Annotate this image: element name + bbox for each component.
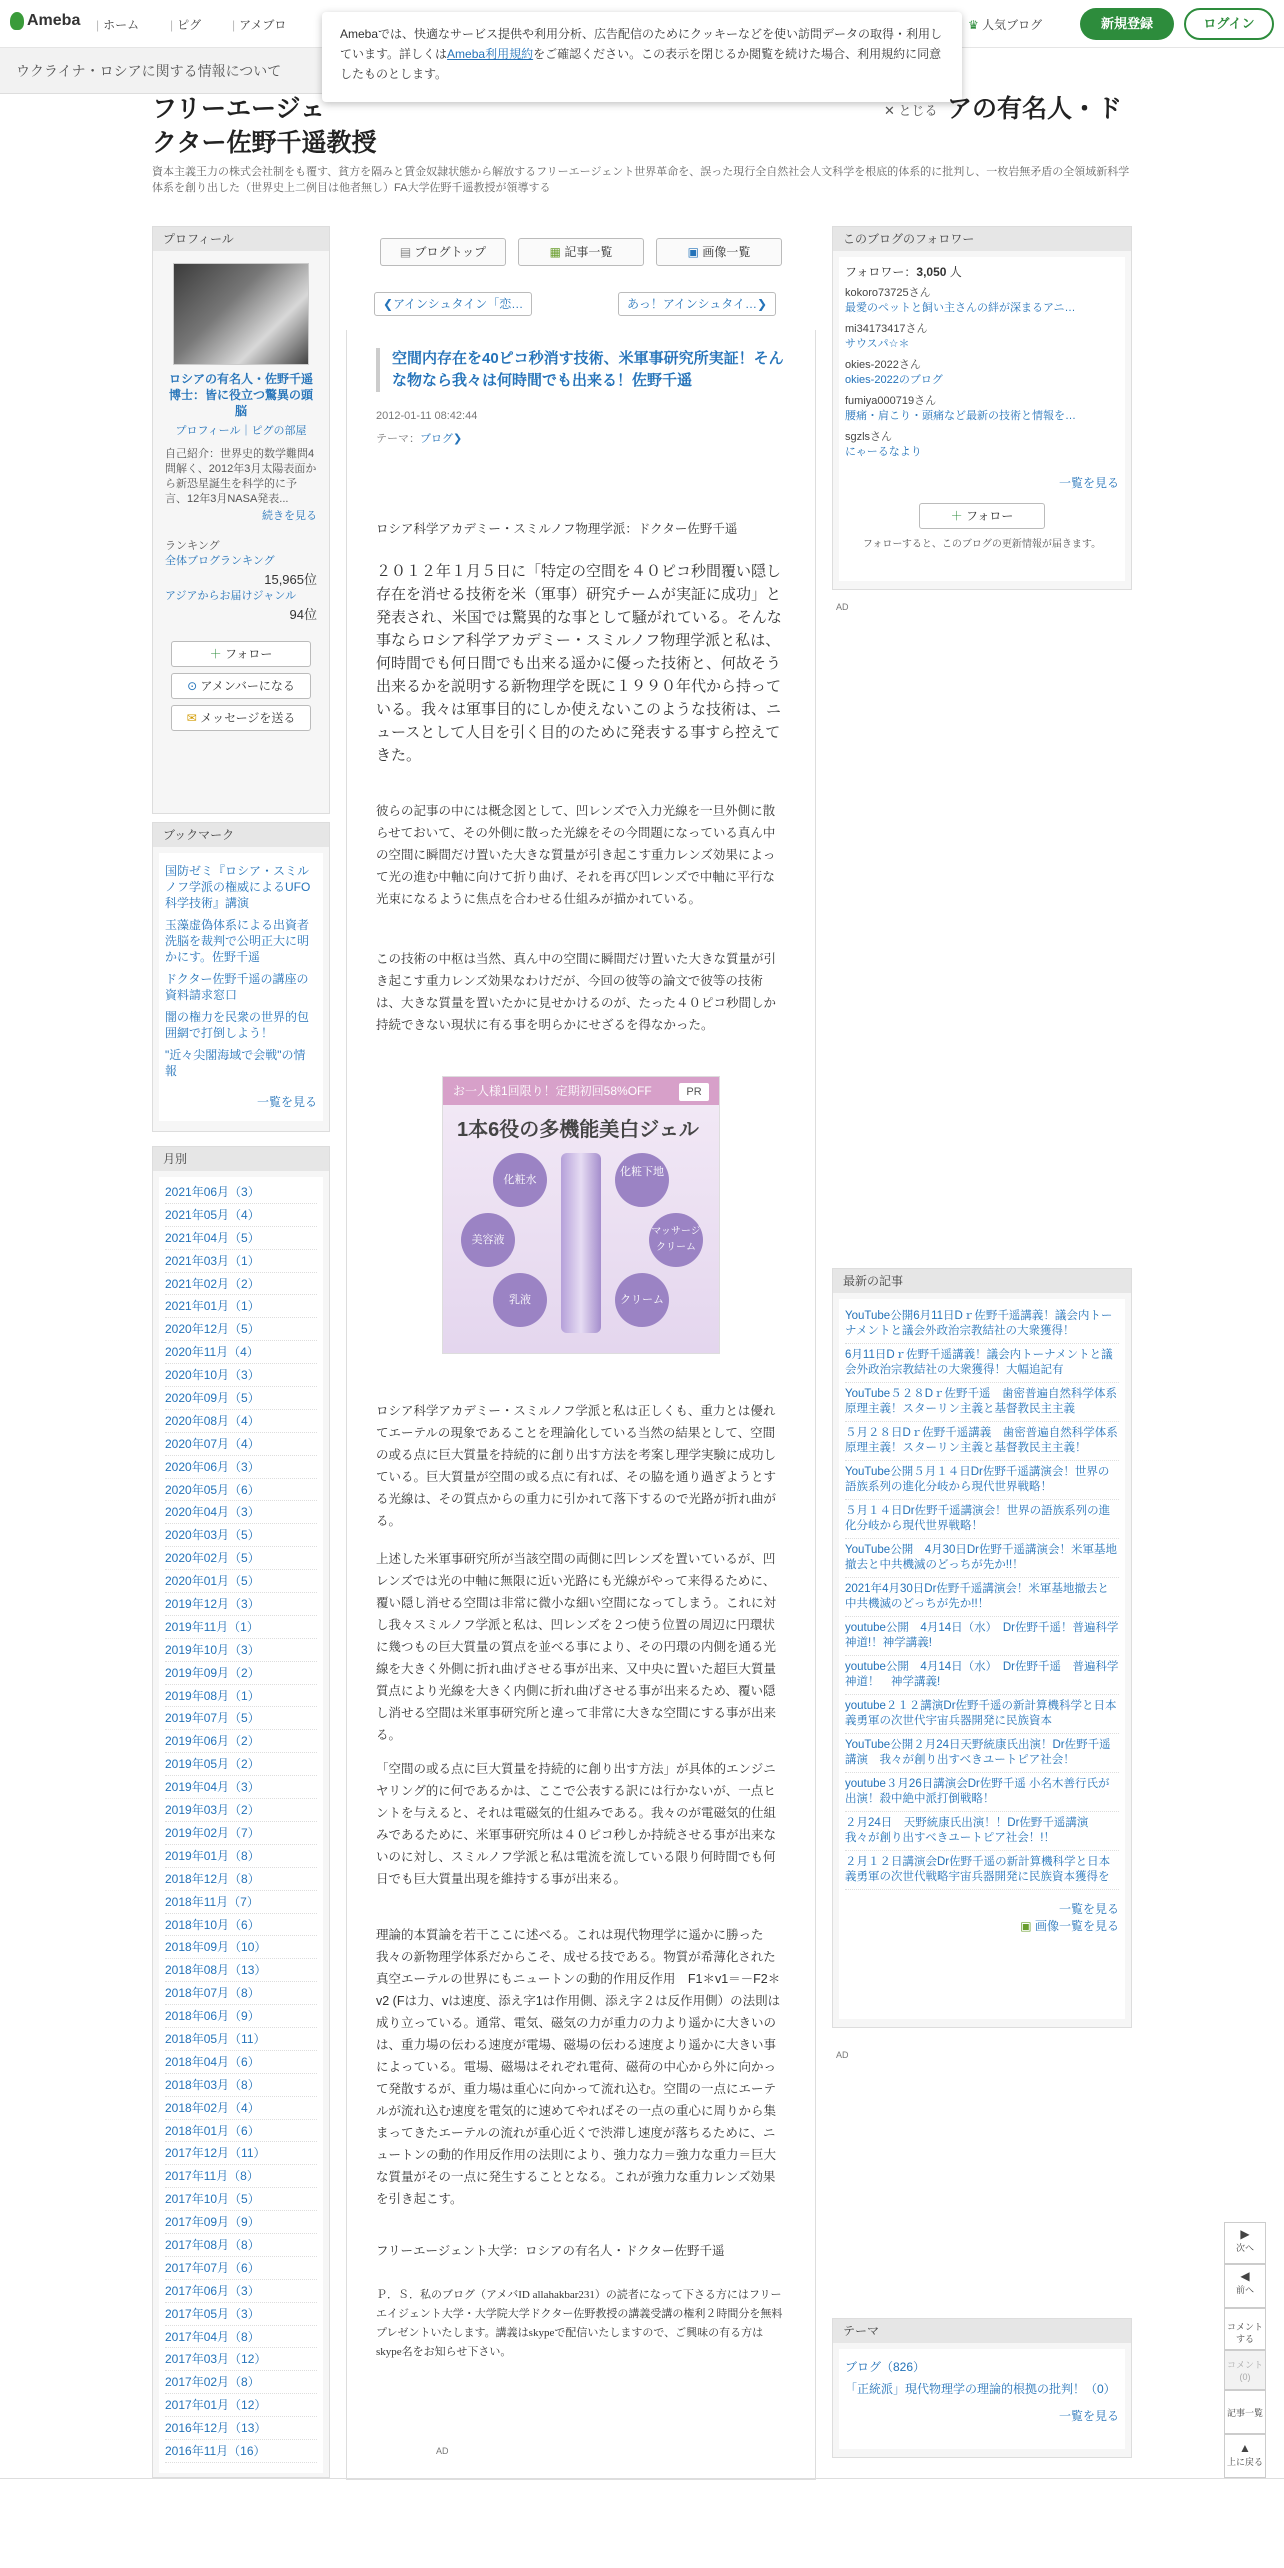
ad-banner: お一人様1回限り！定期初回58%OFF — [443, 1077, 719, 1105]
bookmark-heading: ブックマーク — [153, 823, 329, 847]
float-next-button[interactable]: ▶ 次へ — [1224, 2222, 1266, 2264]
monthly-item[interactable]: 2020年09月（5） — [165, 1387, 317, 1410]
profile-intro: 自己紹介：世界史的数学難問4問解く、2012年3月太陽表面から新恐星誕生を科学的に予言、12年3月NASA発表... — [165, 448, 317, 505]
prev-entry-link[interactable]: ❮アインシュタイン「恋… — [374, 292, 532, 316]
monthly-item[interactable]: 2019年04月（3） — [165, 1776, 317, 1799]
recent-entry-link[interactable]: ２月24日 天野統康氏出演！！Dr佐野千遥講演 我々が創り出すべきユートピア社会！!！ — [845, 1812, 1119, 1851]
monthly-item[interactable]: 2019年03月（2） — [165, 1799, 317, 1822]
image-icon: ▣ — [687, 245, 699, 259]
ameba-logo[interactable]: Ameba — [10, 12, 80, 30]
follower-user: okies-2022さん — [845, 359, 921, 371]
chevron-right-icon: ❯ — [757, 297, 768, 311]
ranking-genre-link[interactable]: アジアからお届けジャンル — [165, 590, 297, 602]
recent-entry-link[interactable]: ５月１４日Dr佐野千遥講演会！世界の語族系列の進化分岐から現代世界戦略！ — [845, 1500, 1119, 1539]
recent-heading: 最新の記事 — [833, 1269, 1131, 1293]
crown-icon: ♛ — [968, 18, 979, 32]
monthly-item[interactable]: 2020年07月（4） — [165, 1433, 317, 1456]
monthly-item[interactable]: 2017年10月（5） — [165, 2188, 317, 2211]
float-list-button[interactable]: 記事一覧 — [1224, 2390, 1266, 2434]
follower-count: フォロワー：3,050 人 — [845, 265, 962, 279]
monthly-item[interactable]: 2019年10月（3） — [165, 1639, 317, 1662]
recent-more-link[interactable]: 一覧を見る — [1058, 1902, 1119, 1916]
float-comment-button[interactable]: コメントする — [1224, 2308, 1266, 2350]
monthly-item[interactable]: 2017年06月（3） — [165, 2280, 317, 2303]
ad-label: AD — [836, 602, 849, 612]
ad-bubble: マッサージクリーム — [649, 1213, 703, 1267]
bookmark-item[interactable]: ドクター佐野千遥の講座の資料請求窓口 — [165, 972, 309, 1002]
monthly-item[interactable]: 2020年12月（5） — [165, 1318, 317, 1341]
float-comment-count: コメント(0) — [1224, 2350, 1266, 2390]
monthly-item[interactable]: 2019年05月（2） — [165, 1753, 317, 1776]
monthly-item[interactable]: 2021年02月（2） — [165, 1273, 317, 1296]
recent-entry-link[interactable]: youtube３月26日講演会Dr佐野千遥 小名木善行氏が出演！殺中絶中派打倒戦略！ — [845, 1773, 1119, 1812]
ad-label: AD — [436, 2446, 449, 2456]
monthly-item[interactable]: 2020年03月（5） — [165, 1524, 317, 1547]
monthly-item[interactable]: 2020年10月（3） — [165, 1364, 317, 1387]
mail-icon: ✉ — [186, 711, 197, 725]
follower-item[interactable] — [845, 430, 1119, 460]
entry-theme: テーマ：ブログ❯ — [376, 433, 463, 445]
monthly-item[interactable]: 2020年08月（4） — [165, 1410, 317, 1433]
follower-user: kokoro73725さん — [845, 287, 931, 299]
follower-item[interactable] — [845, 286, 1119, 316]
monthly-item[interactable]: 2017年07月（6） — [165, 2257, 317, 2280]
follower-blog-link[interactable]: 最愛のペットと飼い主さんの絆が深まるアニ… — [845, 302, 1076, 314]
blog-description: 資本主義王力の株式会社制をも覆す、貧方を隔みと賃金奴隷状態から解放するフリーエージェント世界革命を、誤った現行全自然社会人文科学を根底的体系的に批判し、一枚岩無矛盾の全領域新科学体系を創り出した（世界史上二例目は他者無し）FA大学佐野千遥教授が領導する — [152, 166, 1130, 194]
monthly-item[interactable]: 2016年12月（13） — [165, 2417, 317, 2440]
followers-heading: このブログのフォロワー — [833, 227, 1131, 251]
profile-follow-button[interactable]: ＋ フォロー — [171, 641, 311, 667]
follower-user: fumiya000719さん — [845, 395, 937, 407]
followers-more-link[interactable]: 一覧を見る — [1058, 476, 1119, 490]
triangle-up-icon: ▲ — [1239, 2441, 1251, 2455]
monthly-item[interactable]: 2019年12月（3） — [165, 1593, 317, 1616]
ukraine-notice-link[interactable]: ウクライナ・ロシアに関する情報について — [0, 48, 330, 94]
monthly-item[interactable]: 2018年04月（6） — [165, 2051, 317, 2074]
blog-title[interactable]: フリーエージェ アの有名人・ド クター佐野千遥教授 — [152, 95, 1122, 157]
monthly-item[interactable]: 2018年03月（8） — [165, 2074, 317, 2097]
blog-top-button[interactable]: ▤ ブログトップ — [380, 238, 506, 266]
profile-image[interactable] — [173, 263, 309, 365]
profile-more-link[interactable]: 続きを見る — [262, 510, 317, 522]
ad-bubble: 乳液 — [493, 1273, 547, 1327]
ranking-all-value: 15,965位 — [264, 572, 317, 587]
recent-entry-link[interactable]: 2021年4月30日Dr佐野千遥講演会！米軍基地撤去と中共機滅のどっちが先か!!！ — [845, 1578, 1119, 1617]
monthly-item[interactable]: 2018年02月（4） — [165, 2097, 317, 2120]
plus-icon: ＋ — [950, 509, 963, 523]
monthly-item[interactable]: 2017年05月（3） — [165, 2303, 317, 2326]
follow-button[interactable]: ＋ フォロー — [919, 503, 1045, 529]
monthly-item[interactable]: 2019年07月（5） — [165, 1707, 317, 1730]
popular-blog-link[interactable]: ♛ 人気ブログ — [968, 18, 1043, 32]
recent-entry-link[interactable]: youtube公開 4月14日（水） Dr佐野千遥 普遍科学神道！ 神学講義! — [845, 1656, 1119, 1695]
follower-blog-link[interactable]: okies-2022のブログ — [845, 374, 943, 386]
monthly-item[interactable]: 2017年09月（9） — [165, 2211, 317, 2234]
follower-blog-link[interactable]: 腰痛・肩こり・頭痛など最新の技術と情報を… — [845, 410, 1076, 422]
ranking-genre-value: 94位 — [289, 607, 317, 622]
monthly-item[interactable]: 2021年06月（3） — [165, 1181, 317, 1204]
monthly-item[interactable]: 2020年01月（5） — [165, 1570, 317, 1593]
chevron-left-icon: ❮ — [383, 297, 394, 311]
plus-icon: ＋ — [209, 647, 222, 661]
close-icon: ✕ — [884, 103, 895, 118]
monthly-item[interactable]: 2018年12月（8） — [165, 1868, 317, 1891]
ad-bubble: 化粧水 — [493, 1153, 547, 1207]
monthly-list — [159, 1177, 323, 2473]
monthly-item[interactable]: 2019年01月（8） — [165, 1845, 317, 1868]
ad-bubble: クリーム — [615, 1273, 669, 1327]
bookmark-item[interactable]: 国防ゼミ『ロシア・スミルノフ学派の権威によるUFO科学技術』講演 — [165, 864, 311, 910]
follower-blog-link[interactable]: にゃーるなより — [845, 446, 922, 458]
nav-ameblo[interactable]: | アメブロ — [232, 18, 287, 32]
monthly-item[interactable]: 2018年07月（8） — [165, 1982, 317, 2005]
monthly-item[interactable]: 2021年05月（4） — [165, 1204, 317, 1227]
entry-paragraph: 「空間の或る点に巨大質量を持続的に創り出す方法」が具体的エンジニヤリング的に何であるかは、ここで公表する訳には行かないが、一点ヒントを与えると、それは電磁気的仕組みである。我々のが電磁気的仕組みであるために、米軍事研究所は４０ピコ秒しか持続させる事が出来ないのに対し、スミルノフ学派と私は電流を流している限り何時間でも何日でも巨大質量出現を維持する事が出来る。 — [376, 1762, 777, 1886]
monthly-item[interactable]: 2018年11月（7） — [165, 1891, 317, 1914]
entry-date: 2012-01-11 08:42:44 — [376, 410, 478, 422]
entry-paragraph: 理論的本質論を若干ここに述べる。これは現代物理学に遥かに勝った我々の新物理学体系だからこそ、成せる技である。物質が希薄化された真空エーテルの世界にもニュートンの動的作用反作用 F1＊v1＝－F2＊v2 (Fは力、vは速度、添え字1は作用側、添え字２は反作用側）の法則は成り立っている。通常、電気、磁気の力が重力の力より遥かに大きいのは、重力場の伝わる速度が電場、磁場の伝わる速度より遥かに大きい事によっている。電場、磁場はそれぞれ電荷、磁荷の中心から外に向かって発散するが、重力場は重心に向かって流れ込む。空間の一点にエーテルが流れ込む速度を電気的に速めてやればその一点の重心に周りから集まってきたエーテルの流れが重心近くで渋滞し速度が落ちるために、ニュートンの動的作用反作用の法則により、強力な力＝強力な重力＝巨大な質量がその一点に発生することとなる。これが強力な重力レンズ効果を引き起こす。 — [376, 1928, 781, 2206]
message-button[interactable]: ✉ メッセージを送る — [171, 705, 311, 731]
theme-more-link[interactable]: 一覧を見る — [1058, 2409, 1119, 2423]
recent-entry-link[interactable]: 6月11日Dｒ佐野千遥講義！議会内トーナメントと議会外政治宗教結社の大衆獲得！大幅追記有 — [845, 1344, 1119, 1383]
profile-heading: プロフィール — [153, 227, 329, 251]
monthly-item[interactable]: 2020年11月（4） — [165, 1341, 317, 1364]
monthly-item[interactable]: 2017年08月（8） — [165, 2234, 317, 2257]
ranking-label: ランキング — [165, 540, 220, 552]
image-icon: ▣ — [1020, 1919, 1032, 1933]
monthly-item[interactable]: 2021年03月（1） — [165, 1250, 317, 1273]
list-icon: ▦ — [549, 245, 561, 259]
image-list-button[interactable]: ▣ 画像一覧 — [656, 238, 782, 266]
monthly-item[interactable]: 2019年02月（7） — [165, 1822, 317, 1845]
terms-link[interactable]: Ameba利用規約 — [447, 47, 534, 61]
follower-user: sgzlsさん — [845, 431, 893, 443]
profile-box — [152, 226, 330, 814]
monthly-item[interactable]: 2017年02月（8） — [165, 2371, 317, 2394]
ad-pr-badge: PR — [679, 1083, 709, 1101]
float-top-button[interactable]: ▲ 上に戻る — [1224, 2434, 1266, 2478]
monthly-item[interactable]: 2020年05月（6） — [165, 1479, 317, 1502]
theme-box — [832, 2318, 1132, 2458]
ad-label: AD — [836, 2050, 849, 2060]
monthly-item[interactable]: 2020年04月（3） — [165, 1501, 317, 1524]
follower-item[interactable] — [845, 322, 1119, 352]
monthly-item[interactable]: 2017年12月（11） — [165, 2142, 317, 2165]
entry-theme-link[interactable]: ブログ — [420, 433, 453, 445]
login-button[interactable]: ログイン — [1184, 8, 1274, 40]
recent-entry-link[interactable]: youtube公開 4月14日（水） Dr佐野千遥！普遍科学神道!！神学講義! — [845, 1617, 1119, 1656]
cookie-close-button[interactable]: ✕ とじる — [884, 103, 938, 118]
theme-item[interactable]: 「正統派」現代物理学の理論的根拠の批判！（0） — [845, 2382, 1116, 2396]
follower-item[interactable] — [845, 358, 1119, 388]
follower-item[interactable] — [845, 394, 1119, 424]
entry-paragraph: ロシア科学アカデミー・スミルノフ学派と私は正しくも、重力とは優れてエーテルの現象であることを理論化している当然の結果として、空間の或る点に巨大質量を持続的に創り出す方法を考案し理学実験に成功している。巨大質量が空間の或る点に有れば、その脇を通り過ぎようとする光線は、その質点からの重力に引かれて落下するので光路が折れ曲がる。 — [376, 1404, 777, 1528]
next-entry-link[interactable]: あっ！アインシュタイ…❯ — [618, 292, 776, 316]
nav-home[interactable]: | ホーム — [96, 18, 140, 32]
theme-heading: テーマ — [833, 2319, 1131, 2343]
monthly-item[interactable]: 2017年11月（8） — [165, 2165, 317, 2188]
entry-ps: Ｐ．Ｓ．私のブログ（アメバID allahakbar231）の読者になって下さる方にはフリーエイジェント大学・大学院大学ドクター佐野教授の講義受講の権利２時間分を無料プレゼントいたします。講義はskypeで配信いたしますので、ご興味の有る方はskype名をお知らせ下さい。 — [376, 2289, 783, 2358]
follower-list — [845, 286, 1119, 460]
follower-user: mi34173417さん — [845, 323, 928, 335]
monthly-item[interactable]: 2018年09月（10） — [165, 1936, 317, 1959]
register-button[interactable]: 新規登録 — [1080, 8, 1174, 40]
footer-divider — [0, 2478, 1284, 2479]
entry-signature: フリーエージェント大学：ロシアの有名人・ドクター佐野千遥 — [376, 2244, 725, 2258]
ameba-logo-icon — [10, 12, 24, 30]
follow-note: フォローすると、このブログの更新情報が届きます。 — [862, 539, 1102, 550]
monthly-item[interactable]: 2017年03月（12） — [165, 2348, 317, 2371]
monthly-item[interactable]: 2019年09月（2） — [165, 1662, 317, 1685]
recent-entry-link[interactable]: ２月１２日講演会Dr佐野千遥の新計算機科学と日本義勇軍の次世代戦略宇宙兵器開発に民族資本獲得を — [845, 1851, 1119, 1890]
monthly-item[interactable]: 2018年08月（13） — [165, 1959, 317, 1982]
recent-entry-link[interactable]: ５月２８日Dｒ佐野千遥講義 歯密普遍自然科学体系原理主義！スターリン主義と基督教民主主義！ — [845, 1422, 1119, 1461]
product-bottle — [561, 1153, 601, 1333]
followers-box — [832, 226, 1132, 590]
monthly-item[interactable]: 2018年05月（11） — [165, 2028, 317, 2051]
ad-bubble: 美容液 — [461, 1213, 515, 1267]
entry-title[interactable]: 空間内存在を40ピコ秒消す技術、米軍事研究所実証！そんな物なら我々は何時間でも出来る！佐野千遥 — [376, 348, 784, 392]
recent-entry-link[interactable]: YouTube公開２月24日天野統康氏出演！Dr佐野千遥講演 我々が創り出すべきユートピア社会！ — [845, 1734, 1119, 1773]
bookmark-more-link[interactable]: 一覧を見る — [256, 1095, 317, 1109]
ranking-all-link[interactable]: 全体ブログランキング — [165, 555, 275, 567]
bookmark-item[interactable]: 玉藻虚偽体系による出資者洗脳を裁判で公明正大に明かにす。佐野千遥 — [165, 918, 310, 964]
entry-list-button[interactable]: ▦ 記事一覧 — [518, 238, 644, 266]
monthly-item[interactable]: 2017年01月（12） — [165, 2394, 317, 2417]
home-icon: ▤ — [399, 245, 412, 259]
monthly-item[interactable]: 2018年06月（9） — [165, 2005, 317, 2028]
monthly-box — [152, 1146, 330, 2478]
monthly-item[interactable]: 2021年01月（1） — [165, 1295, 317, 1318]
monthly-item[interactable]: 2016年11月（16） — [165, 2440, 317, 2463]
amember-icon: ⊙ — [187, 679, 198, 693]
monthly-item[interactable]: 2020年06月（3） — [165, 1456, 317, 1479]
entry-paragraph: この技術の中枢は当然、真ん中の空間に瞬間だけ置いた大きな質量が引き起こす重力レンズ効果なわけだが、今回の彼等の論文で彼等の技術は、大きな質量を置いたかに見せかけるのが、たった４０ピコ秒間しか持続できない現状に有る事を明らかにせざるを得なかった。 — [376, 952, 777, 1032]
entry-lead: ２０１２年１月５日に「特定の空間を４０ピコ秒間覆い隠し存在を消せる技術を米（軍事）研究チームが実証に成功」と発表され、米国では驚異的な事として騒がれている。そんな事ならロシア科学アカデミー・スミルノフ物理学派と私は、何時間でも何日間でも出来る遥かに優った技術と、何故そう出来るかを説明する新物理学を既に１９９０年代から持っている。我々は軍事目的にしか使えないこのような技術は、ニュースとして人目を引く目的のために発表する事すら控えてきた。 — [376, 563, 782, 764]
recent-images-link[interactable]: ▣ 画像一覧を見る — [1020, 1919, 1119, 1933]
recent-entry-link[interactable]: YouTube５２８Dｒ佐野千遥 歯密普遍自然科学体系原理主義！スターリン主義と基督教民主主義 — [845, 1383, 1119, 1422]
monthly-item[interactable]: 2019年08月（1） — [165, 1685, 317, 1708]
recent-entry-link[interactable]: YouTube公開５月１４日Dr佐野千遥講演会！世界の語族系列の進化分岐から現代世界戦略！ — [845, 1461, 1119, 1500]
bookmark-item[interactable]: "近々尖閣海域で会戦"の情報 — [165, 1048, 306, 1078]
bookmark-box — [152, 822, 330, 1132]
monthly-item[interactable]: 2019年11月（1） — [165, 1616, 317, 1639]
cookie-banner: Amebaでは、快適なサービス提供や利用分析、広告配信のためにクッキーなどを使い訪問データの取得・利用しています。詳しくはAmeba利用規約をご確認ください。この表示を閉じるか閲覧を続けた場合、利用規約に同意したものとします。 — [322, 12, 962, 102]
monthly-item[interactable]: 2020年02月（5） — [165, 1547, 317, 1570]
monthly-item[interactable]: 2021年04月（5） — [165, 1227, 317, 1250]
entry-author-line: ロシア科学アカデミー・スミルノフ物理学派：ドクター佐野千遥 — [376, 522, 738, 536]
ad-image[interactable] — [442, 1076, 720, 1354]
recent-list — [845, 1305, 1119, 1890]
ad-bubble: 化粧下地 — [615, 1153, 669, 1207]
recent-entry-link[interactable]: YouTube公開 4月30日Dr佐野千遥講演会！米軍基地撤去と中共機滅のどっちが先か!!！ — [845, 1539, 1119, 1578]
profile-links[interactable]: プロフィール｜ピグの部屋 — [175, 425, 307, 437]
profile-name[interactable]: ロシアの有名人・佐野千遥博士：皆に役立つ驚異の頭脳 — [168, 372, 313, 418]
recent-entry-link[interactable]: YouTube公開6月11日Dｒ佐野千遥講義！議会内トーナメントと議会外政治宗教結社の大衆獲得！ — [845, 1305, 1119, 1344]
theme-item[interactable]: ブログ（826） — [845, 2360, 926, 2374]
entry-paragraph: 上述した米軍事研究所が当該空間の両側に凹レンズを置いているが、凹レンズでは光の中軸に無限に近い光路にも光線がやって来得るために、覆い隠し消せる空間は非常に微小な細い空間になってしまう。これに対し我々スミルノフ学派と私は、凹レンズを２つ使う位置の周辺に円環状に幾つもの巨大質量の質点を並べる事により、その円環の内側を通る光線を大きく外側に折れ曲げさせる事が出来、又中央に置いた超巨大質量質点により光線を大きく内側に折れ曲げさせる事が出来るため、覆い隠し消せる空間は米軍事研究所と違って非常に大きな空間にする事が出来る。 — [376, 1552, 777, 1742]
nav-pigg[interactable]: | ピグ — [170, 18, 202, 32]
recent-entry-link[interactable]: youtube２１２講演Dr佐野千遥の新計算機科学と日本義勇軍の次世代宇宙兵器開発に民族資本 — [845, 1695, 1119, 1734]
monthly-item[interactable]: 2017年04月（8） — [165, 2326, 317, 2349]
recent-box — [832, 1268, 1132, 2028]
monthly-item[interactable]: 2019年06月（2） — [165, 1730, 317, 1753]
follower-blog-link[interactable]: サウスパ☆＊ — [845, 338, 910, 350]
float-prev-button[interactable]: ◀ 前へ — [1224, 2264, 1266, 2308]
bookmark-item[interactable]: 闇の権力を民衆の世界的包囲網で打倒しよう！ — [165, 1010, 310, 1040]
entry-paragraph: 彼らの記事の中には概念図として、凹レンズで入力光線を一旦外側に散らせておいて、その外側に散った光線をその今問題になっている真ん中の空間に瞬間だけ置いた大きな質量が引き起こす重力レンズ効果によって光の進む中軸に向けて折り曲げ、それを再び凹レンズで中軸に平行な光束になるように焦点を合わせる仕組みが描かれている。 — [376, 804, 776, 906]
monthly-item[interactable]: 2018年10月（6） — [165, 1914, 317, 1937]
triangle-left-icon: ◀ — [1240, 2269, 1250, 2283]
amember-button[interactable]: ⊙ アメンバーになる — [171, 673, 311, 699]
monthly-item[interactable]: 2018年01月（6） — [165, 2120, 317, 2143]
triangle-right-icon: ▶ — [1240, 2227, 1250, 2241]
ad-headline: 1本6役の多機能美白ジェル — [457, 1119, 699, 1141]
monthly-heading: 月別 — [153, 1147, 329, 1171]
